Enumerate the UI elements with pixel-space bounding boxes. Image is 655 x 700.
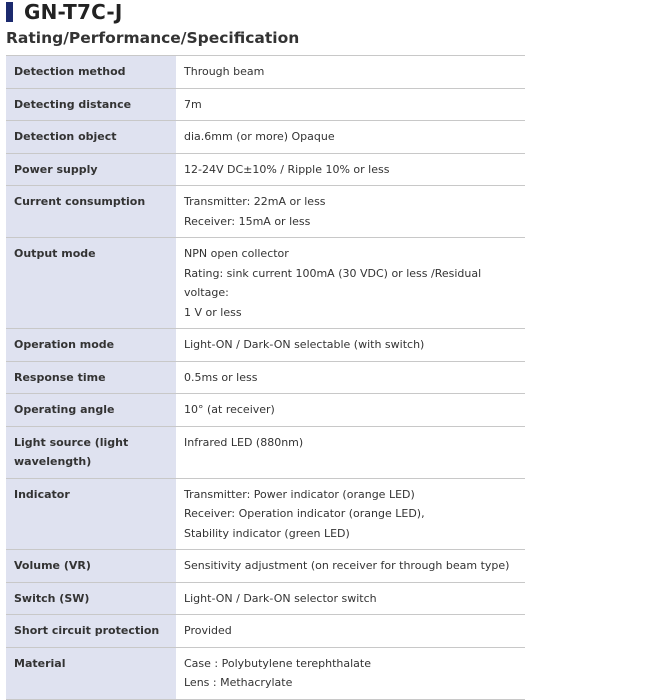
- spec-value: [176, 186, 525, 238]
- section-title: Rating/Performance/Specification: [6, 29, 300, 47]
- model-header: [6, 0, 123, 24]
- spec-value-line: Transmitter: 22mA or less: [184, 195, 326, 208]
- spec-value-line: Infrared LED (880nm): [184, 435, 304, 449]
- spec-row: [6, 238, 525, 329]
- spec-table: [6, 55, 525, 700]
- spec-row: [6, 186, 525, 238]
- spec-value: [176, 153, 525, 186]
- spec-value-line: 12-24V DC±10% / Ripple 10% or less: [184, 162, 390, 176]
- spec-value: [176, 615, 525, 648]
- spec-label: Switch (SW): [6, 582, 176, 615]
- spec-row: [6, 329, 525, 362]
- spec-value-line: Sensitivity adjustment (on receiver for through beam type): [184, 559, 510, 572]
- spec-label: Light source (light wavelength): [6, 426, 176, 478]
- title-accent-bar: [6, 2, 13, 22]
- spec-value: [176, 647, 525, 699]
- spec-label: Indicator: [6, 478, 176, 550]
- spec-table-body: [6, 56, 525, 700]
- spec-value: [176, 550, 525, 583]
- spec-label: Operation mode: [6, 329, 176, 362]
- spec-value: [176, 582, 525, 615]
- spec-label: Volume (VR): [6, 550, 176, 583]
- spec-label: Operating angle: [6, 394, 176, 427]
- spec-value: [176, 361, 525, 394]
- spec-row: [6, 582, 525, 615]
- spec-value: [176, 329, 525, 362]
- spec-label: Detecting distance: [6, 88, 176, 121]
- spec-row: [6, 426, 525, 478]
- spec-label: Detection method: [6, 56, 176, 89]
- spec-value-line: Through beam: [184, 65, 265, 78]
- spec-row: [6, 153, 525, 186]
- spec-value-line: Light-ON / Dark-ON selectable (with switch): [184, 338, 425, 351]
- spec-value-line: Lens : Methacrylate: [184, 676, 293, 689]
- spec-value: [176, 478, 525, 550]
- spec-value-line: Receiver: Operation indicator (orange LED),: [184, 507, 425, 520]
- spec-value-line: Transmitter: Power indicator (orange LED): [184, 487, 415, 501]
- spec-label: Response time: [6, 361, 176, 394]
- spec-row: [6, 394, 525, 427]
- spec-value: [176, 88, 525, 121]
- spec-value: [176, 56, 525, 89]
- spec-value-line: Stability indicator (green LED): [184, 526, 350, 540]
- spec-label: Power supply: [6, 153, 176, 186]
- spec-row: [6, 88, 525, 121]
- spec-value-line: Receiver: 15mA or less: [184, 214, 311, 228]
- spec-row: [6, 56, 525, 89]
- model-title: GN-T7C-J: [24, 0, 123, 24]
- spec-value-line: dia.6mm (or more) Opaque: [184, 130, 335, 143]
- spec-value-line: 7m: [184, 97, 202, 111]
- spec-value: [176, 394, 525, 427]
- spec-row: [6, 615, 525, 648]
- spec-label: Output mode: [6, 238, 176, 329]
- spec-value-line: Rating: sink current 100mA (30 VDC) or less /Residual voltage:: [184, 266, 482, 299]
- spec-label: Detection object: [6, 121, 176, 154]
- spec-row: [6, 647, 525, 699]
- spec-label: Current consumption: [6, 186, 176, 238]
- spec-value-line: 0.5ms or less: [184, 370, 258, 384]
- spec-value-line: Case : Polybutylene terephthalate: [184, 656, 371, 670]
- spec-value-line: Light-ON / Dark-ON selector switch: [184, 591, 377, 605]
- spec-value-line: NPN open collector: [184, 247, 289, 260]
- spec-label: Short circuit protection: [6, 615, 176, 648]
- spec-label: Material: [6, 647, 176, 699]
- spec-value-line: 10° (at receiver): [184, 403, 275, 416]
- spec-value-line: Provided: [184, 624, 232, 637]
- spec-value: [176, 426, 525, 478]
- spec-row: [6, 550, 525, 583]
- spec-row: [6, 121, 525, 154]
- spec-row: [6, 361, 525, 394]
- spec-row: [6, 478, 525, 550]
- spec-value-line: 1 V or less: [184, 305, 242, 319]
- spec-value: [176, 121, 525, 154]
- spec-value: [176, 238, 525, 329]
